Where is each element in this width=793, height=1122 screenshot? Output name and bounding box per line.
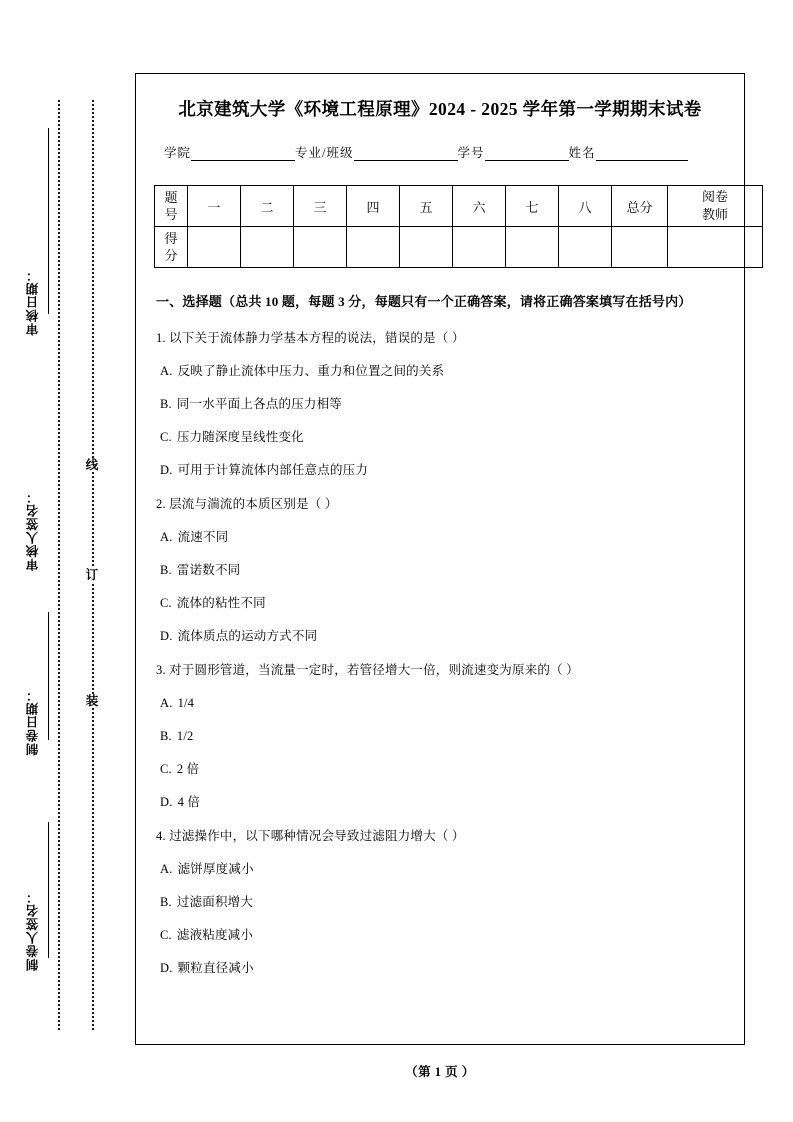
question-2-option-d[interactable] bbox=[156, 626, 724, 646]
question-1-option-c-mark: C. bbox=[160, 430, 172, 444]
questions-area bbox=[154, 290, 726, 978]
column-header-grading-teacher bbox=[668, 186, 763, 227]
field-major-class[interactable] bbox=[295, 143, 457, 161]
question-4-option-b-mark: B. bbox=[160, 895, 172, 909]
question-3-option-c[interactable] bbox=[156, 759, 724, 779]
binding-label-reviewer-signature: 审核人签名： bbox=[26, 490, 40, 571]
field-student-id[interactable] bbox=[458, 143, 569, 161]
question-3-option-a[interactable] bbox=[156, 693, 724, 713]
score-cell-6[interactable] bbox=[453, 227, 506, 268]
question-3-option-c-text: 2 倍 bbox=[176, 762, 200, 776]
question-4-option-a[interactable] bbox=[156, 859, 724, 879]
score-cell-7[interactable] bbox=[506, 227, 559, 268]
row-header-score-top: 得 bbox=[164, 231, 178, 246]
table-row-question-numbers bbox=[155, 186, 763, 227]
question-2-option-b-mark: B. bbox=[160, 563, 172, 577]
section-heading-multiple-choice: 一、选择题（总共 10 题，每题 3 分，每题只有一个正确答案，请将正确答案填写在括号内） bbox=[156, 294, 692, 309]
row-header-score-bottom: 分 bbox=[164, 248, 178, 263]
score-cell-2[interactable] bbox=[241, 227, 294, 268]
question-2-stem: 2. 层流与湍流的本质区别是（ ） bbox=[156, 497, 338, 511]
question-3-option-a-mark: A. bbox=[160, 696, 173, 710]
question-3-option-a-text: 1/4 bbox=[177, 696, 195, 710]
question-1-option-c-text: 压力随深度呈线性变化 bbox=[176, 430, 304, 444]
score-cell-8[interactable] bbox=[559, 227, 612, 268]
column-header-8: 八 bbox=[559, 186, 612, 227]
field-student-name-blank[interactable] bbox=[596, 147, 688, 161]
field-college-blank[interactable] bbox=[191, 147, 295, 161]
score-cell-total[interactable] bbox=[612, 227, 668, 268]
question-2-option-a-text: 流速不同 bbox=[177, 530, 229, 544]
question-1-option-a-mark: A. bbox=[160, 364, 173, 378]
exam-page-frame bbox=[135, 73, 745, 1045]
question-4-option-d-mark: D. bbox=[160, 961, 173, 975]
row-header-question-number-bottom: 号 bbox=[164, 207, 178, 222]
seal-char-mount: 装 bbox=[85, 694, 99, 708]
question-2-option-d-text: 流体质点的运动方式不同 bbox=[177, 629, 318, 643]
binding-dotted-line-outer bbox=[58, 100, 60, 1030]
column-header-6: 六 bbox=[453, 186, 506, 227]
question-4-option-c[interactable] bbox=[156, 925, 724, 945]
field-student-name[interactable] bbox=[569, 143, 688, 161]
column-header-total: 总分 bbox=[612, 186, 668, 227]
field-student-id-label: 学号 bbox=[457, 146, 485, 160]
binding-rule-1 bbox=[48, 128, 49, 314]
score-cell-grading-teacher[interactable] bbox=[668, 227, 763, 268]
field-student-name-label: 姓名 bbox=[568, 146, 596, 160]
question-1-option-b-text: 同一水平面上各点的压力相等 bbox=[176, 397, 342, 411]
score-table bbox=[154, 185, 763, 268]
question-1-option-d-text: 可用于计算流体内部任意点的压力 bbox=[177, 463, 369, 477]
binding-rule-2 bbox=[48, 612, 49, 740]
binding-rule-3 bbox=[48, 822, 49, 958]
question-2-option-c-text: 流体的粘性不同 bbox=[176, 596, 266, 610]
field-student-id-blank[interactable] bbox=[485, 147, 569, 161]
score-cell-4[interactable] bbox=[347, 227, 400, 268]
question-2-option-c[interactable] bbox=[156, 593, 724, 613]
question-3-option-b[interactable] bbox=[156, 726, 724, 746]
row-header-question-number bbox=[155, 186, 188, 227]
question-3-option-b-mark: B. bbox=[160, 729, 172, 743]
question-2-option-d-mark: D. bbox=[160, 629, 173, 643]
question-4-option-c-text: 滤液粘度减小 bbox=[176, 928, 254, 942]
column-header-5: 五 bbox=[400, 186, 453, 227]
question-4-option-b[interactable] bbox=[156, 892, 724, 912]
row-header-question-number-top: 题 bbox=[164, 190, 178, 205]
column-header-2: 二 bbox=[241, 186, 294, 227]
score-cell-5[interactable] bbox=[400, 227, 453, 268]
table-row-scores bbox=[155, 227, 763, 268]
field-college-label: 学院 bbox=[164, 146, 192, 160]
question-1-option-d-mark: D. bbox=[160, 463, 173, 477]
question-4-option-a-text: 滤饼厚度减小 bbox=[177, 862, 254, 876]
question-1-option-d[interactable] bbox=[156, 460, 724, 480]
grading-teacher-label-bottom: 教师 bbox=[701, 207, 728, 222]
question-4-option-d-text: 颗粒直径减小 bbox=[177, 961, 254, 975]
column-header-4: 四 bbox=[347, 186, 400, 227]
column-header-3: 三 bbox=[294, 186, 347, 227]
question-4-stem: 4. 过滤操作中，以下哪种情况会导致过滤阻力增大（ ） bbox=[156, 829, 465, 843]
question-3-stem: 3. 对于圆形管道，当流量一定时，若管径增大一倍，则流速变为原来的（ ） bbox=[156, 663, 579, 677]
question-1-option-a[interactable] bbox=[156, 361, 724, 381]
question-1-option-b[interactable] bbox=[156, 394, 724, 414]
question-1-option-c[interactable] bbox=[156, 427, 724, 447]
question-3-option-c-mark: C. bbox=[160, 762, 172, 776]
question-2-option-b-text: 雷诺数不同 bbox=[176, 563, 241, 577]
seal-char-line: 线 bbox=[85, 458, 99, 472]
binding-label-paper-date: 制卷日期： bbox=[26, 688, 40, 756]
field-major-class-blank[interactable] bbox=[354, 147, 458, 161]
question-1-option-b-mark: B. bbox=[160, 397, 172, 411]
question-1-option-a-text: 反映了静止流体中压力、重力和位置之间的关系 bbox=[177, 364, 445, 378]
question-3-option-d-mark: D. bbox=[160, 795, 173, 809]
question-2-option-c-mark: C. bbox=[160, 596, 172, 610]
question-4-option-b-text: 过滤面积增大 bbox=[176, 895, 254, 909]
question-4-option-c-mark: C. bbox=[160, 928, 172, 942]
column-header-7: 七 bbox=[506, 186, 559, 227]
question-2-option-b[interactable] bbox=[156, 560, 724, 580]
field-major-class-label: 专业/班级 bbox=[295, 146, 354, 160]
question-4-option-a-mark: A. bbox=[160, 862, 173, 876]
question-2-option-a-mark: A. bbox=[160, 530, 173, 544]
grading-teacher-label-top: 阅卷 bbox=[701, 189, 728, 204]
question-4-option-d[interactable] bbox=[156, 958, 724, 978]
question-2-option-a[interactable] bbox=[156, 527, 724, 547]
page-footer: （第 1 页 ） bbox=[405, 1065, 475, 1079]
seal-char-bind: 订 bbox=[85, 568, 99, 582]
field-college[interactable] bbox=[164, 143, 295, 161]
binding-label-review-date: 审核日期： bbox=[26, 268, 40, 336]
student-info-line bbox=[154, 143, 726, 161]
column-header-1: 一 bbox=[188, 186, 241, 227]
question-3-option-d-text: 4 倍 bbox=[177, 795, 201, 809]
binding-label-maker-signature: 制卷人签名： bbox=[26, 890, 40, 971]
question-3-option-d[interactable] bbox=[156, 792, 724, 812]
question-3-option-b-text: 1/2 bbox=[176, 729, 194, 743]
binding-dotted-line-inner bbox=[92, 100, 94, 1030]
score-cell-3[interactable] bbox=[294, 227, 347, 268]
row-header-score bbox=[155, 227, 188, 268]
score-cell-1[interactable] bbox=[188, 227, 241, 268]
question-1-stem: 1. 以下关于流体静力学基本方程的说法，错误的是（ ） bbox=[156, 331, 465, 345]
page-title: 北京建筑大学《环境工程原理》2024 - 2025 学年第一学期期末试卷 bbox=[178, 99, 702, 119]
binding-margin bbox=[0, 0, 135, 1122]
